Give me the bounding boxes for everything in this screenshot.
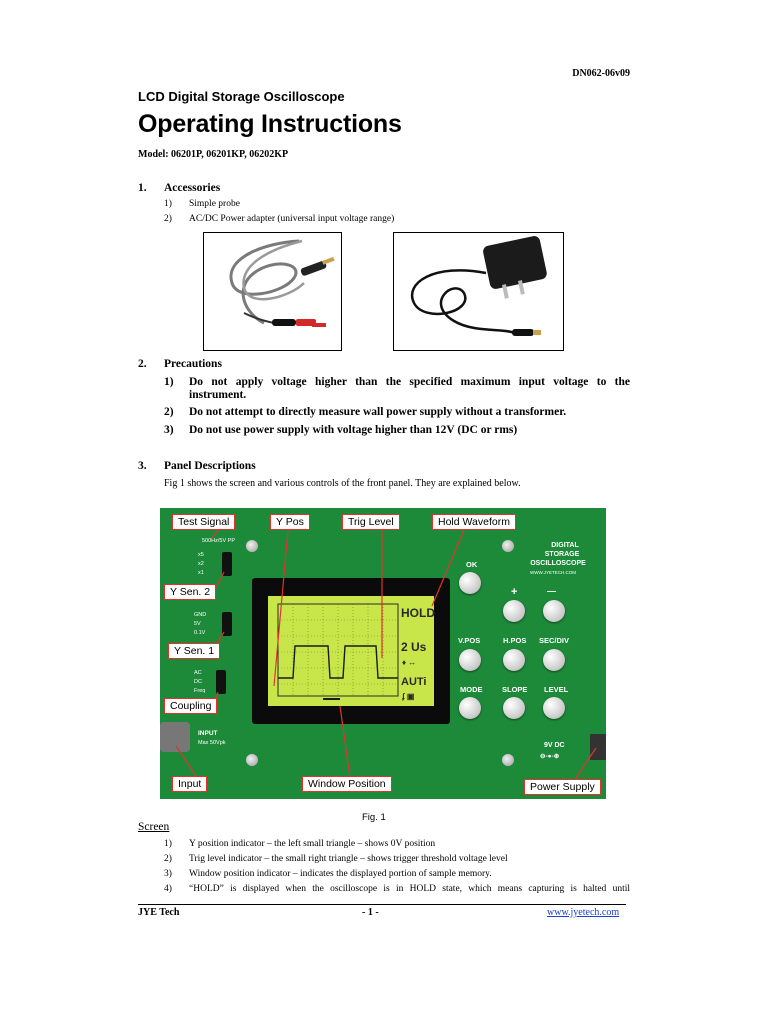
callout-coupling: Coupling <box>164 698 217 714</box>
list-number: 3) <box>164 869 172 879</box>
lcd-hold-text: HOLD <box>401 606 435 620</box>
footer-company: JYE Tech <box>138 907 180 918</box>
list-text: Do not use power supply with voltage higher than 12V (DC or rms) <box>189 424 518 436</box>
list-number: 1) <box>164 376 174 388</box>
document-id: DN062-06v09 <box>572 68 630 79</box>
section-number: 3. <box>138 460 147 472</box>
list-text: “HOLD” is displayed when the oscilloscope is in HOLD state, which means capturing is halted until <box>189 884 630 894</box>
front-panel-figure <box>160 508 606 799</box>
coupling-option: AC <box>194 670 202 676</box>
brand-line: STORAGE <box>544 551 580 558</box>
list-text: Do not apply voltage higher than the specified maximum input voltage to the <box>189 376 630 388</box>
list-text: Y position indicator – the left small triangle – shows 0V position <box>189 839 436 849</box>
precaution-item <box>164 406 630 419</box>
coupling-option: DC <box>194 679 202 685</box>
brand-website: WWW.JYETECH.COM <box>530 570 576 575</box>
input-max-label: Max 50Vpk <box>198 740 226 746</box>
lcd-timebase-text: 2 Us <box>401 640 427 654</box>
list-number: 2) <box>164 854 172 864</box>
list-number: 1) <box>164 839 172 849</box>
lcd-mode-text: AUTi <box>401 676 427 688</box>
screen-heading: Screen <box>138 821 170 833</box>
list-item <box>164 854 508 864</box>
power-polarity-icon: ⊖-●-⊕ <box>540 753 560 760</box>
input-label: INPUT <box>198 730 218 737</box>
list-text: AC/DC Power adapter (universal input voltage range) <box>189 214 395 224</box>
section-panel-heading <box>138 460 256 472</box>
slope-label: SLOPE <box>502 685 528 694</box>
section-title: Precautions <box>164 358 222 370</box>
power-adapter-illustration <box>394 233 563 350</box>
minus-label: — <box>547 586 556 596</box>
precaution-item <box>164 424 630 437</box>
plus-label: + <box>511 586 518 598</box>
list-item <box>164 869 492 879</box>
list-number: 2) <box>164 406 174 418</box>
secdiv-label: SEC/DIV <box>539 636 570 645</box>
list-item <box>164 199 240 209</box>
test-signal-spec: 500Hz/5V PP <box>202 538 236 544</box>
sen1-option: 0.1V <box>194 630 206 636</box>
section-precautions-heading <box>138 358 222 370</box>
hpos-label: H.POS <box>503 636 527 645</box>
brand-line: OSCILLOSCOPE <box>530 560 586 567</box>
callout-input: Input <box>172 776 207 792</box>
list-text: Simple probe <box>189 199 240 209</box>
vpos-label: V.POS <box>458 636 481 645</box>
coupling-option: Freq <box>194 688 206 694</box>
callout-window-position: Window Position <box>302 776 392 792</box>
list-number: 3) <box>164 424 174 436</box>
callout-lines <box>160 508 606 799</box>
footer-page-number: - 1 - <box>362 907 379 918</box>
list-number: 1) <box>164 199 172 209</box>
document-subtitle: LCD Digital Storage Oscilloscope <box>138 89 345 104</box>
callout-y-pos: Y Pos <box>270 514 310 530</box>
probe-photo <box>203 232 342 351</box>
power-rating: 9V DC <box>544 742 565 749</box>
list-item <box>164 839 435 849</box>
list-text: Do not attempt to directly measure wall power supply without a transformer. <box>189 406 567 418</box>
power-adapter-photo <box>393 232 564 351</box>
precaution-item <box>164 376 630 389</box>
panel-intro: Fig 1 shows the screen and various controls of the front panel. They are explained below. <box>164 478 521 489</box>
model-line: Model: 06201P, 06201KP, 06202KP <box>138 149 289 160</box>
level-label: LEVEL <box>544 685 569 694</box>
sen1-option: GND <box>194 612 207 618</box>
callout-y-sen1: Y Sen. 1 <box>168 643 220 659</box>
brand-line: DIGITAL <box>551 542 579 549</box>
section-accessories-heading <box>138 182 220 194</box>
section-title: Panel Descriptions <box>164 460 256 472</box>
lcd-trigger-icon: ʄ ▣ <box>402 692 415 701</box>
sen1-option: 5V <box>194 621 201 627</box>
callout-hold-waveform: Hold Waveform <box>432 514 516 530</box>
precaution-item-continued <box>164 389 630 402</box>
list-number: 2) <box>164 214 172 224</box>
page-title: Operating Instructions <box>138 110 402 138</box>
sen2-option: x5 <box>198 552 204 558</box>
callout-y-sen2: Y Sen. 2 <box>164 584 216 600</box>
list-item <box>164 214 394 224</box>
list-item <box>164 884 630 894</box>
lcd-arrows-icon: ♦ ↔ <box>402 658 417 667</box>
section-number: 2. <box>138 358 147 370</box>
probe-illustration <box>204 233 341 350</box>
callout-trig-level: Trig Level <box>342 514 400 530</box>
list-number: 4) <box>164 884 172 894</box>
list-text: Trig level indicator – the small right triangle – shows trigger threshold voltage level <box>189 854 508 864</box>
footer-rule <box>138 904 626 905</box>
list-text: Window position indicator – indicates the displayed portion of sample memory. <box>189 869 492 879</box>
section-title: Accessories <box>164 182 221 194</box>
callout-test-signal: Test Signal <box>172 514 235 530</box>
list-text: instrument. <box>189 389 247 401</box>
sen2-option: x1 <box>198 570 204 576</box>
ok-label: OK <box>466 560 478 569</box>
website-link-text[interactable]: www.jyetech.com <box>547 907 620 918</box>
callout-power-supply: Power Supply <box>524 779 601 795</box>
figure-caption: Fig. 1 <box>362 812 386 823</box>
footer-website-link[interactable] <box>547 907 619 918</box>
sen2-option: x2 <box>198 561 204 567</box>
section-number: 1. <box>138 182 147 194</box>
mode-label: MODE <box>460 685 483 694</box>
